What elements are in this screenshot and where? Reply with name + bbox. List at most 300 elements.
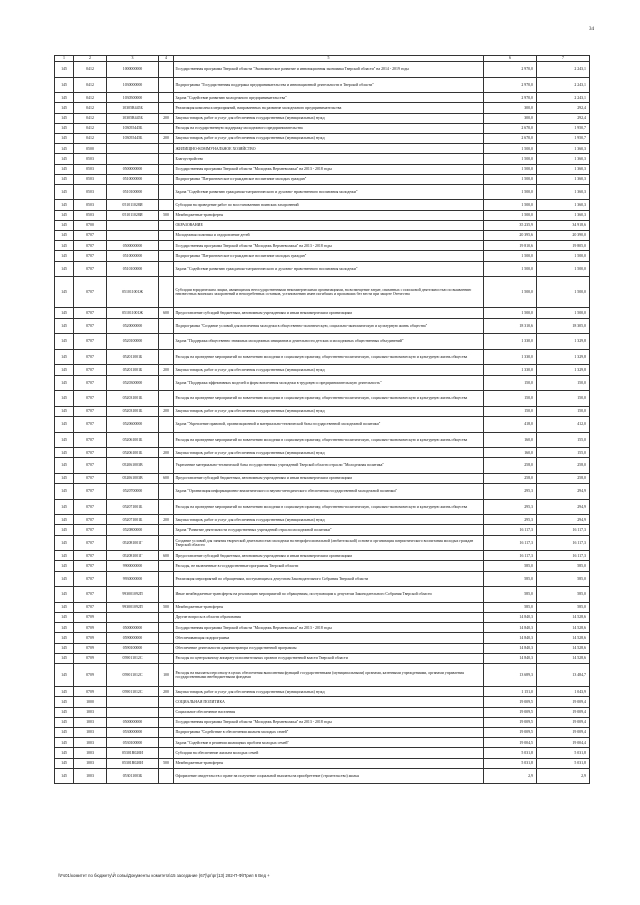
col-section: 1003 [74, 748, 107, 758]
col-plan: 2 970,0 [484, 77, 537, 93]
col-name: Субсидии на обеспечение жильем молодых семей [174, 748, 484, 758]
table-row [55, 62, 590, 78]
col-target-article: 0590100000 [107, 643, 159, 653]
col-plan: 14 840,3 [484, 643, 537, 653]
col-section: 0412 [74, 133, 107, 143]
col-name: Задача "Развитие деятельности государственных учреждений отрасли молодежной политики" [174, 525, 484, 535]
col-plan: 19 810,6 [484, 241, 537, 251]
col-target-article: 103055445Б [107, 123, 159, 133]
header-cell: 2 [74, 56, 107, 62]
col-expense-type [159, 738, 174, 748]
col-name: Предоставление субсидий бюджетным, автономным учреждениям и иным некоммерческим организациям [174, 473, 484, 483]
col-name: Расходы на проведение мероприятий по вовлечению молодежи в социальную практику, общественно-политическую, социально-экономическую и культурную жизнь общества [174, 432, 484, 448]
col-section: 0709 [74, 687, 107, 697]
col-ministry: 145 [55, 184, 74, 200]
col-plan: 1 500,0 [484, 164, 537, 174]
col-expense-type: 200 [159, 406, 174, 416]
col-target-article: 0510100000 [107, 184, 159, 200]
col-expense-type: 600 [159, 473, 174, 483]
col-target-article: 051011028И [107, 210, 159, 220]
col-name: Закупка товаров, работ и услуг для обеспечения государственных (муниципальных) нужд [174, 113, 484, 123]
table-row [55, 758, 590, 768]
col-target-article: 1030000000 [107, 77, 159, 93]
col-name: Подпрограмма "Патриотическое и гражданское воспитание молодых граждан" [174, 251, 484, 261]
col-plan: 14 840,3 [484, 623, 537, 633]
col-ministry: 145 [55, 200, 74, 210]
col-target-article: 059011012С [107, 663, 159, 686]
col-expense-type [159, 62, 174, 78]
col-executed: 19 009,4 [537, 707, 590, 717]
col-name: Обеспечивающая подпрограмма [174, 633, 484, 643]
col-name: Подпрограмма "Государственная поддержка предпринимательства и инновационной деятельности в Тверской области" [174, 77, 484, 93]
col-target-article: 0500000000 [107, 717, 159, 727]
col-name: Расходы на государственную поддержку молодежного предпринимательства [174, 123, 484, 133]
table-row [55, 458, 590, 474]
table-row [55, 643, 590, 653]
header-cell: 1 [55, 56, 74, 62]
col-section: 0707 [74, 551, 107, 561]
col-plan: 150,0 [484, 375, 537, 391]
col-executed: 19 009,4 [537, 717, 590, 727]
table-row [55, 406, 590, 416]
col-plan: 585,0 [484, 571, 537, 587]
col-ministry: 145 [55, 210, 74, 220]
col-target-article: 052071001Б [107, 515, 159, 525]
col-plan: 18 310,6 [484, 318, 537, 334]
col-name: Предоставление субсидий бюджетным, автономным учреждениям и иным некоммерческим организациям [174, 308, 484, 318]
col-ministry: 145 [55, 748, 74, 758]
col-target-article: 0520600000 [107, 416, 159, 432]
col-expense-type: 200 [159, 133, 174, 143]
col-name: Государственная программа Тверской области "Молодежь Верхневолжья" на 2013 - 2018 годы [174, 164, 484, 174]
col-target-article: 051011001Ж [107, 277, 159, 308]
col-expense-type [159, 77, 174, 93]
col-target-article: 052061003В [107, 458, 159, 474]
table-row [55, 473, 590, 483]
col-ministry: 145 [55, 612, 74, 622]
col-plan: 14 840,3 [484, 612, 537, 622]
col-expense-type [159, 93, 174, 103]
col-section: 0707 [74, 251, 107, 261]
col-section: 0709 [74, 633, 107, 643]
col-name: Задача "Поддержка общественно значимых молодежных инициатив и деятельности детских и молодежных общественных объединений" [174, 334, 484, 350]
col-name: Создание условий для занятия творческой деятельностью молодежи на непрофессиональной (любительской) основе и организация патриотического воспитания молодых граждан Тверской области [174, 535, 484, 551]
col-section: 0707 [74, 484, 107, 500]
col-target-article [107, 697, 159, 707]
table-row [55, 174, 590, 184]
col-executed: 2,9 [537, 768, 590, 784]
col-ministry: 145 [55, 277, 74, 308]
col-name: Обеспечение деятельности администратора государственной программы [174, 643, 484, 653]
header-cell: 6 [484, 56, 537, 62]
col-ministry: 145 [55, 717, 74, 727]
col-executed: 19 805,0 [537, 241, 590, 251]
col-target-article [107, 707, 159, 717]
col-executed: 1 360,3 [537, 184, 590, 200]
col-plan: 150,0 [484, 406, 537, 416]
table-row [55, 484, 590, 500]
col-plan: 16 117,3 [484, 525, 537, 535]
col-plan: 295,3 [484, 499, 537, 515]
col-ministry: 145 [55, 728, 74, 738]
table-row [55, 499, 590, 515]
col-expense-type [159, 277, 174, 308]
col-executed: 1 500,0 [537, 261, 590, 277]
col-name: Реализация комплекса мероприятий, направленных на развитие молодежного предпринимательства [174, 103, 484, 113]
col-ministry: 145 [55, 432, 74, 448]
col-executed: 1 360,3 [537, 154, 590, 164]
col-expense-type [159, 525, 174, 535]
col-plan: 1 330,0 [484, 365, 537, 375]
col-target-article [107, 154, 159, 164]
col-name: Субсидии юридическим лицам, являющимся негосударственными некоммерческими организациями, на возмещение затрат, связанных с поисковой деятельностью по выявлению неизвестных воинских захоронений и непогребенных останков, установлению имен погибших и пропавших без вести при защите Отечества [174, 277, 484, 308]
col-section: 0707 [74, 535, 107, 551]
col-executed: 585,0 [537, 571, 590, 587]
col-executed: 155,0 [537, 432, 590, 448]
table-row [55, 525, 590, 535]
table-row [55, 93, 590, 103]
table-row [55, 77, 590, 93]
col-ministry: 145 [55, 416, 74, 432]
table-row [55, 571, 590, 587]
col-expense-type: 500 [159, 602, 174, 612]
col-target-article [107, 612, 159, 622]
col-executed: 2 243,1 [537, 93, 590, 103]
col-name: Другие вопросы в области образования [174, 612, 484, 622]
col-name: Подпрограмма "Создание условий для вовлечения молодежи в общественно-политическую, социально-экономическую и культурную жизнь общества" [174, 318, 484, 334]
col-section: 0707 [74, 458, 107, 474]
col-plan: 1 330,0 [484, 349, 537, 365]
col-name: Межбюджетные трансферты [174, 602, 484, 612]
col-section: 0707 [74, 571, 107, 587]
col-executed: 5 031,8 [537, 758, 590, 768]
col-ministry: 145 [55, 561, 74, 571]
col-ministry: 145 [55, 525, 74, 535]
col-name: Реализация мероприятий по обращениям, поступающим к депутатам Законодательного Собрания Тверской области [174, 571, 484, 587]
col-target-article: 059011012С [107, 653, 159, 663]
col-section: 0500 [74, 144, 107, 154]
col-executed: 1 950,7 [537, 123, 590, 133]
col-section: 1003 [74, 728, 107, 738]
col-ministry: 145 [55, 448, 74, 458]
col-expense-type [159, 535, 174, 551]
col-target-article: 993001092П [107, 602, 159, 612]
col-target-article: 10305R445Б [107, 103, 159, 113]
col-expense-type [159, 231, 174, 241]
col-expense-type: 500 [159, 210, 174, 220]
col-ministry: 145 [55, 768, 74, 784]
col-ministry: 145 [55, 587, 74, 603]
col-ministry: 145 [55, 308, 74, 318]
col-target-article: 9930000000 [107, 571, 159, 587]
table-row [55, 623, 590, 633]
budget-table [54, 55, 590, 784]
col-name: Субсидии на проведение работ по восстановлению воинских захоронений [174, 200, 484, 210]
col-executed: 412,0 [537, 416, 590, 432]
col-name: Расходы на выплаты персоналу в целях обеспечения выполнения функций государственными (муниципальными) органами, казенными учреждениями, органами управления государственными внебюджетными фондами [174, 663, 484, 686]
col-section: 0707 [74, 308, 107, 318]
col-target-article: 051011001Ж [107, 308, 159, 318]
col-executed: 294,9 [537, 499, 590, 515]
col-plan: 1 500,0 [484, 308, 537, 318]
table-row [55, 349, 590, 365]
col-plan: 19 009,5 [484, 717, 537, 727]
col-ministry: 145 [55, 633, 74, 643]
col-executed: 292,4 [537, 103, 590, 113]
col-executed: 150,0 [537, 391, 590, 407]
col-name: Закупка товаров, работ и услуг для обеспечения государственных (муниципальных) нужд [174, 406, 484, 416]
col-plan: 300,0 [484, 103, 537, 113]
col-section: 0707 [74, 515, 107, 525]
col-plan: 2 670,0 [484, 133, 537, 143]
col-plan: 1 330,0 [484, 334, 537, 350]
col-target-article: 0530100000 [107, 738, 159, 748]
col-expense-type [159, 484, 174, 500]
col-plan: 1 151,0 [484, 687, 537, 697]
col-executed: 1 360,3 [537, 210, 590, 220]
col-target-article: 052071001Б [107, 499, 159, 515]
col-expense-type [159, 174, 174, 184]
col-name: Государственная программа Тверской области "Молодежь Верхневолжья" на 2013 - 2018 годы [174, 623, 484, 633]
col-ministry: 145 [55, 653, 74, 663]
col-executed: 1 500,0 [537, 277, 590, 308]
col-target-article: 0510000000 [107, 174, 159, 184]
col-target-article: 052011001Б [107, 365, 159, 375]
col-ministry: 145 [55, 643, 74, 653]
footer-file-path: \\Fs01\комитет по бюджету\Й совы\Документы комитета\15 заседание (67)\рг\рг(13) 282-П-Ф\Прил 6 Вед + [58, 873, 270, 878]
col-expense-type [159, 728, 174, 738]
col-name: Молодежная политика и оздоровление детей [174, 231, 484, 241]
col-plan: 5 031,8 [484, 758, 537, 768]
col-executed: 585,0 [537, 602, 590, 612]
table-row [55, 602, 590, 612]
col-plan: 585,0 [484, 587, 537, 603]
page-number: 34 [589, 27, 594, 32]
table-row [55, 391, 590, 407]
col-name: Государственная программа Тверской области "Экономическое развитие и инновационная экономика Тверской области" на 2014 - 2019 годы [174, 62, 484, 78]
col-executed: 2 243,1 [537, 62, 590, 78]
col-plan: 20 395,6 [484, 231, 537, 241]
table-row [55, 717, 590, 727]
table-row [55, 416, 590, 432]
col-target-article: 0510100000 [107, 261, 159, 277]
col-target-article: 0510000000 [107, 251, 159, 261]
col-target-article: 052061001Б [107, 432, 159, 448]
col-plan: 258,0 [484, 473, 537, 483]
col-target-article: 052031001Б [107, 406, 159, 416]
table-row [55, 561, 590, 571]
col-name: Задача "Организация информационно-аналитического и научно-методического обеспечения государственной молодежной политики" [174, 484, 484, 500]
table-row [55, 663, 590, 686]
col-target-article: 1000000000 [107, 62, 159, 78]
col-name: Государственная программа Тверской области "Молодежь Верхневолжья" на 2013 - 2018 годы [174, 717, 484, 727]
col-ministry: 145 [55, 738, 74, 748]
col-ministry: 145 [55, 406, 74, 416]
col-target-article: 0520700000 [107, 484, 159, 500]
col-plan: 1 500,0 [484, 174, 537, 184]
col-name: Закупка товаров, работ и услуг для обеспечения государственных (муниципальных) нужд [174, 133, 484, 143]
col-name: Государственная программа Тверской области "Молодежь Верхневолжья" на 2013 - 2018 годы [174, 241, 484, 251]
table-row [55, 334, 590, 350]
col-section: 0707 [74, 375, 107, 391]
table-row [55, 277, 590, 308]
col-target-article: 052081001Г [107, 551, 159, 561]
table-row [55, 653, 590, 663]
col-ministry: 145 [55, 515, 74, 525]
col-executed: 19 009,4 [537, 697, 590, 707]
col-section: 0709 [74, 663, 107, 686]
col-name: Предоставление субсидий бюджетным, автономным учреждениям и иным некоммерческим организациям [174, 551, 484, 561]
col-executed: 18 305,0 [537, 318, 590, 334]
col-name: Подпрограмма "Содействие в обеспечении жильем молодых семей" [174, 728, 484, 738]
col-executed: 258,0 [537, 458, 590, 474]
col-section: 0709 [74, 653, 107, 663]
col-section: 1003 [74, 738, 107, 748]
col-executed: 1 500,0 [537, 251, 590, 261]
col-executed: 585,0 [537, 561, 590, 571]
col-executed: 14 528,6 [537, 623, 590, 633]
col-executed: 292,4 [537, 113, 590, 123]
col-executed: 1 329,8 [537, 349, 590, 365]
col-executed: 14 528,6 [537, 633, 590, 643]
col-executed: 1 500,0 [537, 308, 590, 318]
col-section: 0707 [74, 318, 107, 334]
col-plan: 160,0 [484, 432, 537, 448]
col-ministry: 145 [55, 365, 74, 375]
col-section: 0503 [74, 154, 107, 164]
col-plan: 150,0 [484, 391, 537, 407]
col-ministry: 145 [55, 123, 74, 133]
col-executed: 1 329,8 [537, 365, 590, 375]
table-row [55, 375, 590, 391]
col-executed: 16 117,3 [537, 525, 590, 535]
col-target-article: 0520000000 [107, 318, 159, 334]
col-name: ОБРАЗОВАНИЕ [174, 220, 484, 230]
col-expense-type: 500 [159, 758, 174, 768]
table-row [55, 748, 590, 758]
col-executed: 155,0 [537, 448, 590, 458]
col-ministry: 145 [55, 623, 74, 633]
col-target-article: 05301R020И [107, 748, 159, 758]
table-row [55, 707, 590, 717]
col-ministry: 145 [55, 220, 74, 230]
col-executed: 13 484,7 [537, 663, 590, 686]
col-ministry: 145 [55, 697, 74, 707]
col-name: Закупка товаров, работ и услуг для обеспечения государственных (муниципальных) нужд [174, 515, 484, 525]
col-section: 0709 [74, 643, 107, 653]
col-expense-type [159, 103, 174, 113]
table-row [55, 535, 590, 551]
col-name: Задача "Укрепление правовой, организационной и материально-технической базы государственной молодежной политики" [174, 416, 484, 432]
col-executed: 150,0 [537, 375, 590, 391]
table-row [55, 728, 590, 738]
col-plan: 1 500,0 [484, 154, 537, 164]
col-expense-type [159, 261, 174, 277]
col-executed: 1 950,7 [537, 133, 590, 143]
col-section: 0707 [74, 277, 107, 308]
col-plan: 1 500,0 [484, 210, 537, 220]
table-row [55, 200, 590, 210]
col-name: Задача "Содействие в решении жилищных проблем молодых семей" [174, 738, 484, 748]
col-plan: 16 117,3 [484, 551, 537, 561]
col-ministry: 145 [55, 602, 74, 612]
col-plan: 19 009,5 [484, 707, 537, 717]
col-target-article: 0520800000 [107, 525, 159, 535]
col-name: ЖИЛИЩНО-КОММУНАЛЬНОЕ ХОЗЯЙСТВО [174, 144, 484, 154]
col-plan: 295,3 [484, 484, 537, 500]
header-cell: 7 [537, 56, 590, 62]
table-row [55, 103, 590, 113]
col-plan: 160,0 [484, 448, 537, 458]
col-executed: 20 390,0 [537, 231, 590, 241]
table-row [55, 220, 590, 230]
table-row [55, 768, 590, 784]
col-section: 0707 [74, 448, 107, 458]
col-section: 0707 [74, 261, 107, 277]
col-target-article: 052011001Б [107, 349, 159, 365]
col-target-article: 993001092П [107, 587, 159, 603]
col-target-article: 103055445Б [107, 133, 159, 143]
col-ministry: 145 [55, 241, 74, 251]
col-executed: 585,0 [537, 587, 590, 603]
col-section: 0709 [74, 612, 107, 622]
table-row [55, 113, 590, 123]
col-target-article: 10305R445Б [107, 113, 159, 123]
col-executed: 14 528,6 [537, 653, 590, 663]
col-target-article: 059011012С [107, 687, 159, 697]
col-ministry: 145 [55, 663, 74, 686]
col-executed: 34 918,6 [537, 220, 590, 230]
col-ministry: 145 [55, 707, 74, 717]
col-section: 0707 [74, 416, 107, 432]
col-target-article: 0590000000 [107, 633, 159, 643]
col-plan: 1 500,0 [484, 200, 537, 210]
col-plan: 300,0 [484, 113, 537, 123]
col-plan: 2 970,0 [484, 93, 537, 103]
col-name: Задача "Содействие развитию гражданско-патриотического и духовно- нравственного воспитания молодежи" [174, 261, 484, 277]
table-row [55, 133, 590, 143]
col-plan: 1 500,0 [484, 144, 537, 154]
col-target-article [107, 144, 159, 154]
col-ministry: 145 [55, 458, 74, 474]
col-expense-type [159, 717, 174, 727]
col-name: Межбюджетные трансферты [174, 758, 484, 768]
table-row [55, 587, 590, 603]
col-name: Закупка товаров, работ и услуг для обеспечения государственных (муниципальных) нужд [174, 687, 484, 697]
col-section: 0707 [74, 432, 107, 448]
col-target-article: 0500000000 [107, 241, 159, 251]
col-section: 0503 [74, 164, 107, 174]
table-row [55, 633, 590, 643]
col-plan: 16 117,3 [484, 535, 537, 551]
col-target-article: 052061003В [107, 473, 159, 483]
col-name: Задача "Содействие развитию молодежного предпринимательства" [174, 93, 484, 103]
col-ministry: 145 [55, 113, 74, 123]
col-expense-type [159, 144, 174, 154]
table-row [55, 551, 590, 561]
col-name: Закупка товаров, работ и услуг для обеспечения государственных (муниципальных) нужд [174, 448, 484, 458]
col-section: 0707 [74, 365, 107, 375]
col-name: Социальное обеспечение населения [174, 707, 484, 717]
col-ministry: 145 [55, 251, 74, 261]
header-cell: 5 [174, 56, 484, 62]
col-expense-type [159, 653, 174, 663]
col-plan: 418,0 [484, 416, 537, 432]
col-expense-type [159, 561, 174, 571]
col-target-article: 0500000000 [107, 623, 159, 633]
col-ministry: 145 [55, 484, 74, 500]
col-section: 0412 [74, 93, 107, 103]
